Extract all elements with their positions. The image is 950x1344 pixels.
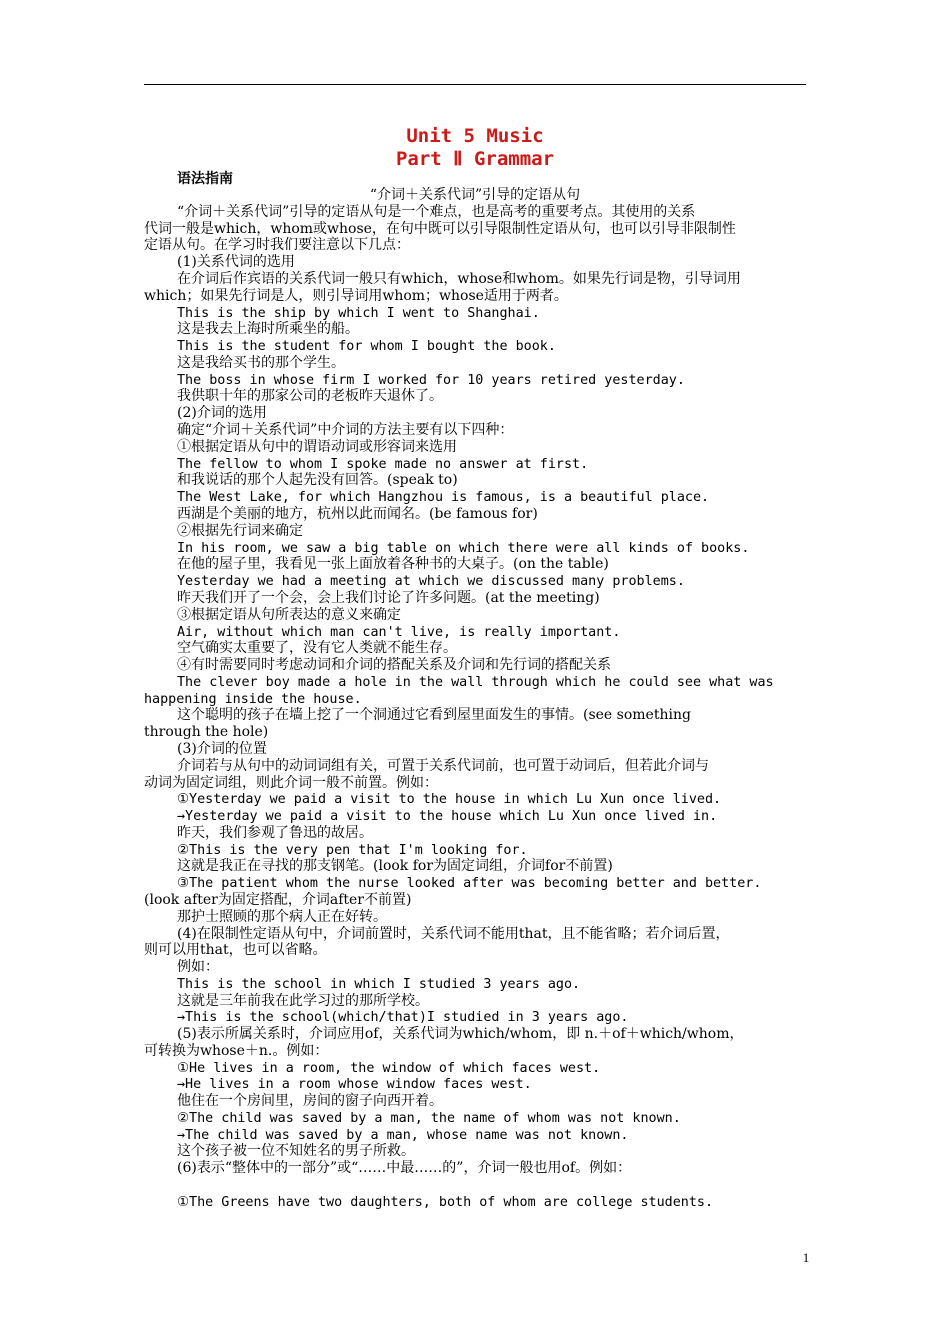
- text-line: which；如果先行词是人，则引导词用whom；whose适用于两者。: [144, 288, 568, 304]
- text-line: “介词＋关系代词”引导的定语从句是一个难点，也是高考的重要考点。其使用的关系: [177, 204, 696, 220]
- text-line: The boss in whose firm I worked for 10 years retired yesterday.: [177, 373, 685, 388]
- text-line: ②This is the very pen that I'm looking for.: [177, 843, 528, 858]
- text-line: 这是我给买书的那个学生。: [177, 355, 345, 371]
- text-line: This is the ship by which I went to Shanghai.: [177, 306, 540, 321]
- text-line: ③根据定语从句所表达的意义来确定: [177, 607, 401, 623]
- text-line: 这个聪明的孩子在墙上挖了一个洞通过它看到屋里面发生的事情。(see something: [177, 707, 691, 723]
- text-line: (look after为固定搭配，介词after不前置): [144, 892, 412, 908]
- text-line: 动词为固定词组，则此介词一般不前置。例如：: [144, 775, 438, 791]
- text-line: 西湖是个美丽的地方，杭州以此而闻名。(be famous for): [177, 506, 538, 522]
- text-line: (3)介词的位置: [177, 741, 267, 757]
- text-line: ②The child was saved by a man, the name of whom was not known.: [177, 1111, 681, 1126]
- text-line: “介词＋关系代词”引导的定语从句: [369, 187, 581, 203]
- text-line: 可转换为whose＋n.。例如：: [144, 1043, 329, 1059]
- text-line: ①The Greens have two daughters, both of whom are college students.: [177, 1195, 714, 1210]
- text-line: →Yesterday we paid a visit to the house which Lu Xun once lived in.: [177, 809, 718, 824]
- text-line: 介词若与从句中的动词词组有关，可置于关系代词前，也可置于动词后，但若此介词与: [177, 758, 709, 774]
- text-line: 语法指南: [177, 171, 233, 187]
- text-line: (2)介词的选用: [177, 405, 267, 421]
- text-line: →This is the school(which/that)I studied in 3 years ago.: [177, 1010, 629, 1025]
- text-line: 确定“介词＋关系代词”中介词的方法主要有以下四种：: [177, 422, 514, 438]
- text-line: 昨天，我们参观了鲁迅的故居。: [177, 825, 373, 841]
- text-line: 这个孩子被一位不知姓名的男子所救。: [177, 1143, 415, 1159]
- text-line: ③The patient whom the nurse looked after was becoming better and better.: [177, 876, 762, 891]
- text-line: 这就是我正在寻找的那支钢笔。(look for为固定词组，介词for不前置): [177, 858, 613, 874]
- text-line: →He lives in a room whose window faces west.: [177, 1077, 532, 1092]
- text-line: 和我说话的那个人起先没有回答。(speak to): [177, 472, 458, 488]
- text-line: In his room, we saw a big table on which there were all kinds of books.: [177, 541, 750, 556]
- text-line: 在他的屋子里，我看见一张上面放着各种书的大桌子。(on the table): [177, 556, 609, 572]
- text-line: 代词一般是which，whom或whose，在句中既可以引导限制性定语从句，也可以引导非限制性: [144, 221, 736, 237]
- text-line: (4)在限制性定语从句中，介词前置时，关系代词不能用that，且不能省略；若介词后置，: [177, 926, 730, 942]
- text-line: The fellow to whom I spoke made no answer at first.: [177, 457, 589, 472]
- text-line: (6)表示“整体中的一部分”或“……中最……的”，介词一般也用of。例如：: [177, 1160, 632, 1176]
- text-line: through the hole): [144, 724, 269, 740]
- text-line: 那护士照顾的那个病人正在好转。: [177, 909, 387, 925]
- text-line: ④有时需要同时考虑动词和介词的搭配关系及介词和先行词的搭配关系: [177, 657, 611, 673]
- text-line: →The child was saved by a man, whose name was not known.: [177, 1128, 629, 1143]
- text-line: 例如：: [177, 959, 219, 975]
- text-line: Yesterday we had a meeting at which we discussed many problems.: [177, 574, 685, 589]
- text-line: (5)表示所属关系时，介词应用of，关系代词为which/whom，即 n.＋of＋which/whom，: [177, 1026, 744, 1042]
- text-line: The clever boy made a hole in the wall through which he could see what was: [177, 675, 774, 690]
- unit-title: Unit 5 Music: [406, 125, 544, 147]
- text-line: 空气确实太重要了，没有它人类就不能生存。: [177, 640, 457, 656]
- text-line: 这就是三年前我在此学习过的那所学校。: [177, 993, 429, 1009]
- text-line: Air, without which man can't live, is really important.: [177, 625, 621, 640]
- text-line: 定语从句。在学习时我们要注意以下几点：: [144, 237, 410, 253]
- part-title: Part Ⅱ Grammar: [395, 148, 555, 170]
- text-line: The West Lake, for which Hangzhou is famous, is a beautiful place.: [177, 490, 710, 505]
- text-line: This is the school in which I studied 3 years ago.: [177, 977, 581, 992]
- text-line: happening inside the house.: [144, 692, 362, 707]
- text-line: ②根据先行词来确定: [177, 523, 303, 539]
- text-line: ①根据定语从句中的谓语动词或形容词来选用: [177, 439, 457, 455]
- text-line: ①Yesterday we paid a visit to the house in which Lu Xun once lived.: [177, 792, 722, 807]
- text-line: 他住在一个房间里，房间的窗子向西开着。: [177, 1093, 443, 1109]
- text-line: 这是我去上海时所乘坐的船。: [177, 321, 359, 337]
- text-line: 则可以用that，也可以省略。: [144, 942, 327, 958]
- page-number: 1: [802, 1250, 810, 1265]
- text-line: (1)关系代词的选用: [177, 254, 295, 270]
- text-line: 在介词后作宾语的关系代词一般只有which，whose和whom。如果先行词是物，引导词用: [177, 271, 741, 287]
- text-line: 我供职十年的那家公司的老板昨天退休了。: [177, 388, 443, 404]
- text-line: ①He lives in a room, the window of which faces west.: [177, 1061, 601, 1076]
- text-line: 昨天我们开了一个会，会上我们讨论了许多问题。(at the meeting): [177, 590, 600, 606]
- text-line: This is the student for whom I bought the book.: [177, 339, 556, 354]
